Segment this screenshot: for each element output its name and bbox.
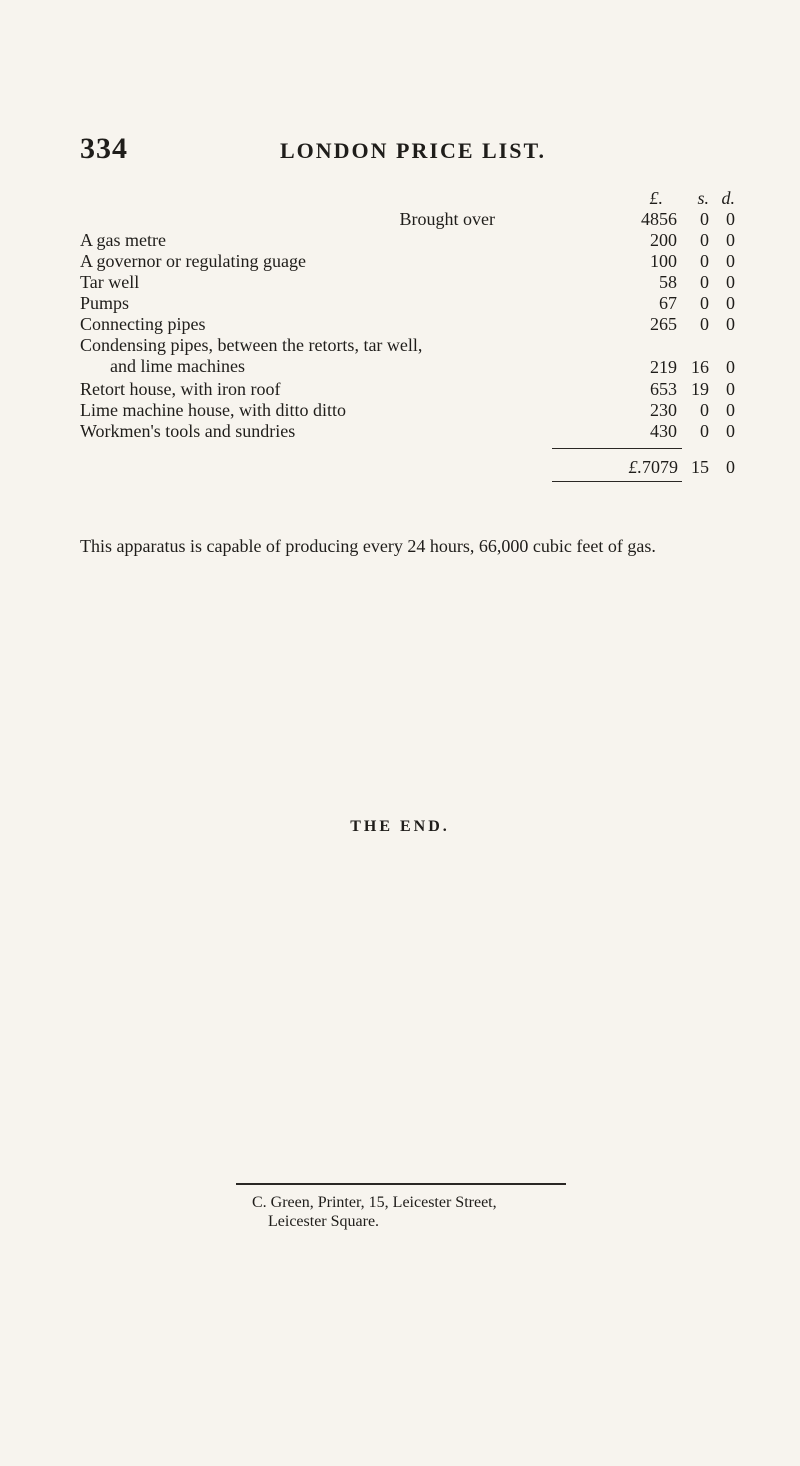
item-label-continuation: and lime machines [110, 356, 245, 376]
ledger-row [80, 421, 735, 442]
ledger-row [80, 400, 735, 421]
item-pence: 0 [726, 251, 735, 271]
item-pounds: 430 [650, 421, 677, 441]
item-label-text: Condensing pipes, between the retorts, tar well, [80, 335, 423, 355]
item-pounds: 200 [650, 230, 677, 250]
page-header [80, 132, 720, 172]
item-shillings: 0 [700, 421, 709, 441]
item-label-text: Connecting pipes [80, 314, 206, 334]
item-label-text: Retort house, with iron roof [80, 379, 281, 399]
total-pounds: 7079 [642, 457, 678, 477]
item-pounds: 219 [650, 357, 677, 377]
item-pence: 0 [726, 314, 735, 334]
pounds-header: £. [649, 188, 663, 208]
ledger-row [80, 230, 735, 251]
item-pence: 0 [726, 379, 735, 399]
ledger-row [80, 379, 735, 400]
item-label [80, 421, 295, 442]
item-label [80, 400, 346, 421]
item-pounds: 4856 [641, 209, 677, 229]
item-shillings: 0 [700, 251, 709, 271]
ledger-row [80, 293, 735, 314]
item-shillings: 0 [700, 230, 709, 250]
the-end: THE END. [350, 818, 450, 835]
item-label [80, 379, 280, 400]
price-ledger [80, 188, 735, 442]
total-rule [552, 448, 682, 449]
item-label-text: Brought over [399, 209, 495, 229]
total-shillings: 15 [691, 457, 709, 477]
item-shillings: 0 [700, 293, 709, 313]
item-shillings: 16 [691, 357, 709, 377]
item-shillings: 19 [691, 379, 709, 399]
item-shillings: 0 [700, 272, 709, 292]
item-pounds: 265 [650, 314, 677, 334]
currency-header-row [80, 188, 735, 209]
ledger-rows [80, 209, 735, 442]
item-shillings: 0 [700, 209, 709, 229]
item-shillings: 0 [700, 400, 709, 420]
page-number: 334 [80, 132, 128, 165]
item-pence: 0 [726, 421, 735, 441]
item-pence: 0 [726, 209, 735, 229]
total-amount [538, 457, 678, 478]
item-label [80, 314, 205, 335]
item-pounds: 67 [659, 293, 677, 313]
total-underline [552, 481, 682, 482]
printer-rule [236, 1183, 566, 1185]
item-pounds: 230 [650, 400, 677, 420]
capacity-note: This apparatus is capable of producing every 24 hours, 66,000 cubic feet of gas. [80, 536, 656, 556]
item-label [80, 272, 139, 293]
ledger-row [80, 251, 735, 272]
item-pounds: 100 [650, 251, 677, 271]
item-pence: 0 [726, 230, 735, 250]
item-label [80, 335, 422, 377]
item-label [80, 251, 306, 272]
item-pence: 0 [726, 400, 735, 420]
item-label-text: Pumps [80, 293, 130, 313]
item-pence: 0 [726, 357, 735, 377]
running-head: LONDON PRICE LIST. [280, 138, 547, 163]
item-label-text: A gas metre [80, 230, 166, 250]
total-currency: £. [628, 457, 642, 477]
item-label-text: Workmen's tools and sundries [80, 421, 296, 441]
item-pounds: 653 [650, 379, 677, 399]
item-label [80, 293, 129, 314]
ledger-row [80, 335, 735, 379]
item-label-text: Lime machine house, with ditto ditto [80, 400, 346, 420]
pence-header: d. [721, 188, 735, 208]
item-label-text: A governor or regulating guage [80, 251, 306, 271]
imprint-line-2: Leicester Square. [268, 1213, 380, 1230]
item-label [80, 230, 166, 251]
printer-imprint [252, 1193, 497, 1231]
ledger-row [80, 209, 735, 230]
item-label [400, 209, 495, 230]
total-pence: 0 [726, 457, 735, 477]
imprint-line-1: C. Green, Printer, 15, Leicester Street, [252, 1194, 497, 1211]
item-label-text: Tar well [80, 272, 140, 292]
item-pence: 0 [726, 272, 735, 292]
item-shillings: 0 [700, 314, 709, 334]
item-pounds: 58 [659, 272, 677, 292]
ledger-row [80, 272, 735, 293]
item-pence: 0 [726, 293, 735, 313]
shillings-header: s. [697, 188, 709, 208]
ledger-row [80, 314, 735, 335]
